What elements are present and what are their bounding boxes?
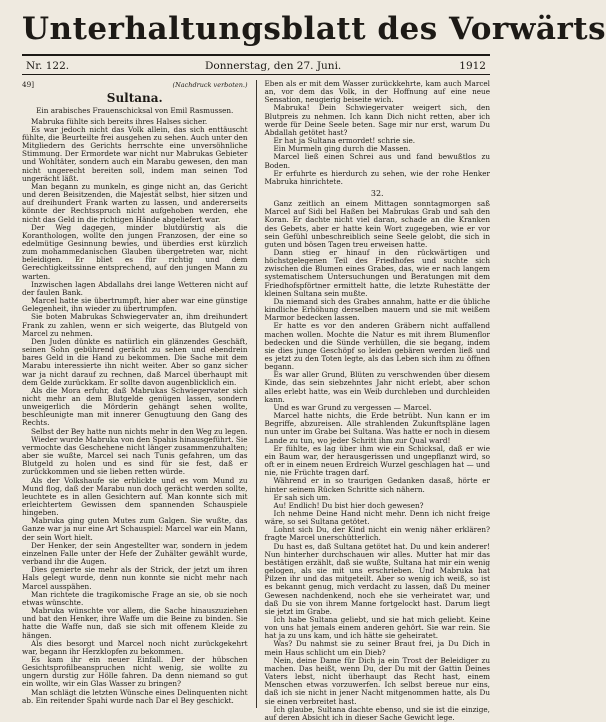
paragraph: Lohnt sich Du, der Kind nicht ein wenig näher erklären? fragte Marcel unerschütterlich. bbox=[264, 525, 490, 543]
paragraph: Während er in so traurigen Gedanken dasaß, hörte er hinter seinem Rücken Schritte sich nähern. bbox=[264, 476, 490, 494]
paragraph: Nein, deine Dame für Dich ja ein Trost der Beleidiger zu machen. Das heißt, wenn Du, der Du mit der Gattin Deines Vaters lebst, nicht überhaupt das Recht hast, einem Menschen etwas vorzuwerfen. Ich selbst bereue nur eins, daß ich sie nicht in jener Nacht mitgenommen hatte, als Du sie einen verbreitet hast. bbox=[264, 655, 490, 706]
paragraph: Da niemand sich des Grabes annahm, hatte er die übliche kindliche Erhöhung derselben mauern und sie mit weißem Marmor bedecken lassen. bbox=[264, 296, 490, 323]
left-column bbox=[22, 80, 248, 708]
paragraph: Mabruka! Dein Schwiegervater weigert sich, den Blutpreis zu nehmen. Ich kann Dich nicht retten, aber ich werde für Deine Seele beten. Sage mir nur erst, warum Du Abdallah getötet hast? bbox=[264, 103, 490, 137]
paragraph: Und es war Grund zu vergessen — Marcel. bbox=[273, 402, 432, 412]
paragraph: Als die Mora erfuhr, daß Mabrukas Schwiegervater sich nicht mehr an dem Blutgelde genügen lassen, sondern unweigerlich die Mörderin gehängt sehen wollte, beschleunigte man mit innerer Genugtuung den Gang des Rechts. bbox=[22, 385, 248, 428]
paragraph: Dies genierte sie mehr als der Strick, der jetzt um ihren Hals gelegt wurde, denn nun konnte sie nicht mehr nach Marcel ausspähen. bbox=[22, 565, 248, 591]
paragraph: Der Weg dagegen, minder blutdürstig als die Koranthologen, wollte den jungen Franzosen, der eine so edelmütige Gesinnung bewies, und überdies erst kürzlich zum mohammedanischen Glauben übergetreten war, nicht beleidigen. Er bliet es für richtig und dem Gerechtigkeitssinne entsprechend, auf den jungen Mann zu warten. bbox=[22, 222, 248, 281]
paragraph: Marcel hatte sie übertrumpft, hier aber war eine günstige Gelegenheit, ihn wieder zu übertrumpfen. bbox=[22, 296, 248, 314]
paragraph: Marcel hatte nichts, die Erde betrübt. Nun kann er im Begriffe, abzureisen. Alle strahlenden Zukunftspläne lagen nun unter im Grabe bei Sultana. Was hatte er noch in diesem Lande zu tun, wo jeder Schritt ihm zur Qual ward! bbox=[264, 411, 490, 445]
paragraph: Als dies besorgt und Marcel noch nicht zurückgekehrt war, begann ihr Herzklopfen zu bekommen. bbox=[22, 638, 248, 656]
paragraph: Eben als er mit dem Wasser zurückkehrte, kam auch Marcel an, vor dem das Volk, in der Hoffnung auf eine neue Sensation, neugierig beiseite wich. bbox=[264, 79, 490, 105]
paragraph: Als der Volkshaufe sie erblickte und es vom Mund zu Mund flog, daß der Marabu nun doch gerächt werden sollte, leuchtete es in allen Gesichtern auf. Man konnte sich mit erleichtertem Gewissen dem spannenden Schauspiele hingeben. bbox=[22, 475, 248, 518]
chapter-number: 32. bbox=[370, 189, 384, 199]
story-subtitle: Ein arabisches Frauenschicksal von Emil Rasmussen. bbox=[36, 106, 234, 116]
paragraph: Er fühlte, es lag über ihm wie ein Schicksal, daß er wie ein Baum war, der herausgerissen und ungepflanzt wird, so oft er in einem neuen Erdreich Wurzel geschlagen hat — und nie, nie Früchte tragen darf. bbox=[264, 443, 490, 478]
paragraph: Der Henker, der sein Angestellter war, sondern in jedem einzelnen Falle unter der Hefe der Zuhälter gewählt wurde, verband ihr die Augen. bbox=[22, 540, 248, 567]
paragraph: Mabruka fühlte sich bereits ihres Halses sicher. bbox=[31, 116, 208, 126]
bottom-rule bbox=[22, 74, 490, 75]
paragraph: Man begann zu munkeln, es ginge nicht an, das Gericht und deren Beisitzenden, die Majestät selbst, hier sitzen und auf dreihundert Frank warten zu lassen, und andererseits könnte der Rechtsspruch nicht aufgehoben werden, ehe nicht das Geld in die richtigen Hände abgeliefert war. bbox=[22, 181, 248, 224]
columns bbox=[22, 79, 490, 722]
paragraph: Mabruka ging guten Mutes zum Galgen. Sie wußte, das Ganze war ja nur eine Art Schauspiel: Marcel war ein Mann, der sein Wort hielt. bbox=[22, 516, 248, 542]
paragraph: Es kam ihr ein neuer Einfall. Der der hübschen Gesichtsprofilbeanspruchen nicht wenig, sie wollte zu ungern durstig zur Hölle fahren. Da denn niemand so gut ein wollte, wir ein Glas Wasser zu bringen? bbox=[22, 654, 248, 689]
right-column bbox=[264, 79, 490, 722]
paragraph: Ich habe Sultana geliebt, und sie hat mich geliebt. Keine von uns hat jemals einem anderen gehört. Sie war rein. Sie hat ja zu uns kam, und ich hätte sie geheiratet. bbox=[264, 615, 490, 641]
paragraph: Ich glaube, Sultana dachte ebenso, und sie ist die einzige, auf deren Absicht ich in dieser Sache Gewicht lege. bbox=[264, 704, 490, 722]
reprint-note: (Nachdruck verboten.) bbox=[172, 81, 248, 89]
paragraph: Mabruka wünschte vor allem, die Sache hinauszuziehen und bat den Henker, ihre Waffe um die Beine zu binden. Sie hatte die Waffe nun, daß sie sich mit offenem Kleide zu hängen. bbox=[22, 606, 248, 640]
issue-number: Nr. 122. bbox=[26, 60, 70, 72]
serial-number: 49] bbox=[22, 80, 35, 89]
paragraph: Wieder wurde Mabruka von den Spahis hinausgeführt. Sie vermochte das Geschehene nicht länger zusammenzuhalten; aber sie wußte, Marcel sei nach Tunis gefahren, um das Blutgeld zu holen und es sind für sie fest, daß er zurückkommen und sie lieben retten würde. bbox=[22, 434, 248, 477]
right-paragraphs-bottom bbox=[264, 200, 490, 722]
issue-meta-row bbox=[22, 56, 490, 74]
paragraph: Ich nehme Deine Hand nicht mehr. Denn ich nicht freige wäre, so sei Sultana getötet. bbox=[264, 508, 490, 527]
paragraph: Dann stieg er hinauf in den rückwärtigen und höchstgelegenen Teil des Friedhofes und suchte sich zwischen die Blumen eines Grabes, das, wie er nach langem systematischem Untersuchungen und Beratungen mit dem Friedhofspförtner ermittelt hatte, die letzte Ruhestätte der kleinen Sultana sein mußte. bbox=[264, 247, 490, 298]
serial-header bbox=[22, 81, 248, 89]
story-title: Sultana. bbox=[106, 91, 163, 106]
paragraph: Man schlägt die letzten Wünsche eines Delinquenten nicht ab. Ein reitender Spahi wurde nach Dar el Bey geschickt. bbox=[22, 687, 248, 705]
paragraph: Er hatte es vor den anderen Gräbern nicht auffallend machen wollen. Mochte die Natur es mit ihrem Blumenflor bedecken und die Sünde verhüllen, die sie begang, indem sie dies junge Geschöpf so leiden gebären werden ließ und es jetzt zu den Toten legte, als das Leben sich ihm zu öffnen begann. bbox=[264, 321, 490, 372]
paragraph: Inzwischen lagen Abdallahs drei lange Wetteren nicht auf der faulen Bank. bbox=[22, 279, 248, 297]
paragraph: Was? Du nahmst sie zu seiner Braut frei, ja Du Dich in mein Haus schlicht um ein Dieb? bbox=[264, 639, 490, 657]
masthead-title: Unterhaltungsblatt des Vorwärts bbox=[22, 11, 606, 47]
paragraph: Sie boten Mabrukas Schwiegervater an, ihm dreihundert Frank zu zahlen, wenn er sich weigerte, das Blutgeld von Marcel zu nehmen. bbox=[22, 312, 248, 338]
paragraph: Marcel ließ einen Schrei aus und fand bewußtlos zu Boden. bbox=[264, 152, 490, 170]
paragraph: Du hast es, daß Sultana getötet hat. Du und kein anderer! Nun hinterher durchschauen wir alles. Mutter hat mir das bestätigen erzählt, daß sie wußte, Sultana hat mir ein wenig gelogen, als sie mit uns erschrieben. Und Mabruka hat Pilzen ihr und das mitgeteilt. Aber so wenig ich weiß, so ist es bekannt genug, mich verdacht zu lassen, daß Du meiner Gewesen nachdenkend, noch ehe sie verheiratet war, und daß Du sie von ihrem Manne fortgelockt hast. Darum liegt sie jetzt im Grabe. bbox=[264, 541, 490, 616]
paragraph: Er erfuhrte es hierdurch zu sehen, wie der rohe Henker Mabruka hinrichtete. bbox=[264, 168, 490, 186]
paragraph: Es war aller Grund, Blüten zu verschwenden über diesem Kinde, das sein siebzehntes Jahr nicht erlebt, aber schon alles erlebt hatte, was ein Weib durchleben und durchleiden kann. bbox=[264, 370, 490, 404]
paragraph: Man richtete die tragikomische Frage an sie, ob sie noch etwas wünschte. bbox=[22, 589, 248, 607]
issue-date: Donnerstag, den 27. Juni. bbox=[205, 60, 342, 72]
paragraph: Ganz zeitlich an einem Mittagen sonntagmorgen saß Marcel auf Sidi bel Haßen bei Mabrukas Grab und sah den Koran. Er dachte nicht viel daran, schade an die Kranken des Gebets, aber er hatte kein Wort zugegeben, wie er vor sein Gefühl unbeschreiblich seine Seele gelobt, die sich in guten und bösen Tagen treu erweisen hatte. bbox=[264, 199, 490, 249]
paragraph: Ein Murmeln ging durch die Massen. bbox=[273, 144, 411, 154]
paragraph: Er hat ja Sultana ermordet! schrie sie. bbox=[273, 136, 416, 146]
paragraph: Er sah sich um. bbox=[273, 492, 331, 502]
right-paragraphs-top bbox=[264, 80, 490, 186]
paragraph: Au! Endlich! Du bist hier doch gewesen? bbox=[273, 500, 424, 510]
paragraph: Es war jedoch nicht das Volk allein, das sich enttäuscht fühlte, die Beurteilte frei ausgehen zu sehen. Auch unter den Mitgliedern des Gerichts herrschte eine unversöhnliche Stimmung. Der Ermordete war nicht nur Mabrukas Gebieter und Wohltäter, sondern auch ein Marabu gewesen, den man nicht ungerecht bereiten soll, indem man seinen Tod ungerächt läßt. bbox=[22, 124, 248, 183]
left-paragraphs bbox=[22, 118, 248, 705]
issue-year: 1912 bbox=[459, 60, 486, 72]
paragraph: Den Juden dünkte es natürlich ein glänzendes Geschäft, seinen Sohn gebührend gerächt zu sehen und ebendrein bares Geld in die Hand zu bekommen. Die Sache mit dem Marabu interessierte ihn nicht weiter. Aber so ganz sicher war ja nicht darauf zu rechnen, daß Marcel überhaupt mit dem Gelde zurückkam. Er sollte davon augenblicklich ein. bbox=[22, 336, 248, 387]
column-divider bbox=[256, 80, 257, 708]
paragraph: Selbst der Bey hatte nun nichts mehr in den Weg zu legen. bbox=[31, 426, 248, 436]
